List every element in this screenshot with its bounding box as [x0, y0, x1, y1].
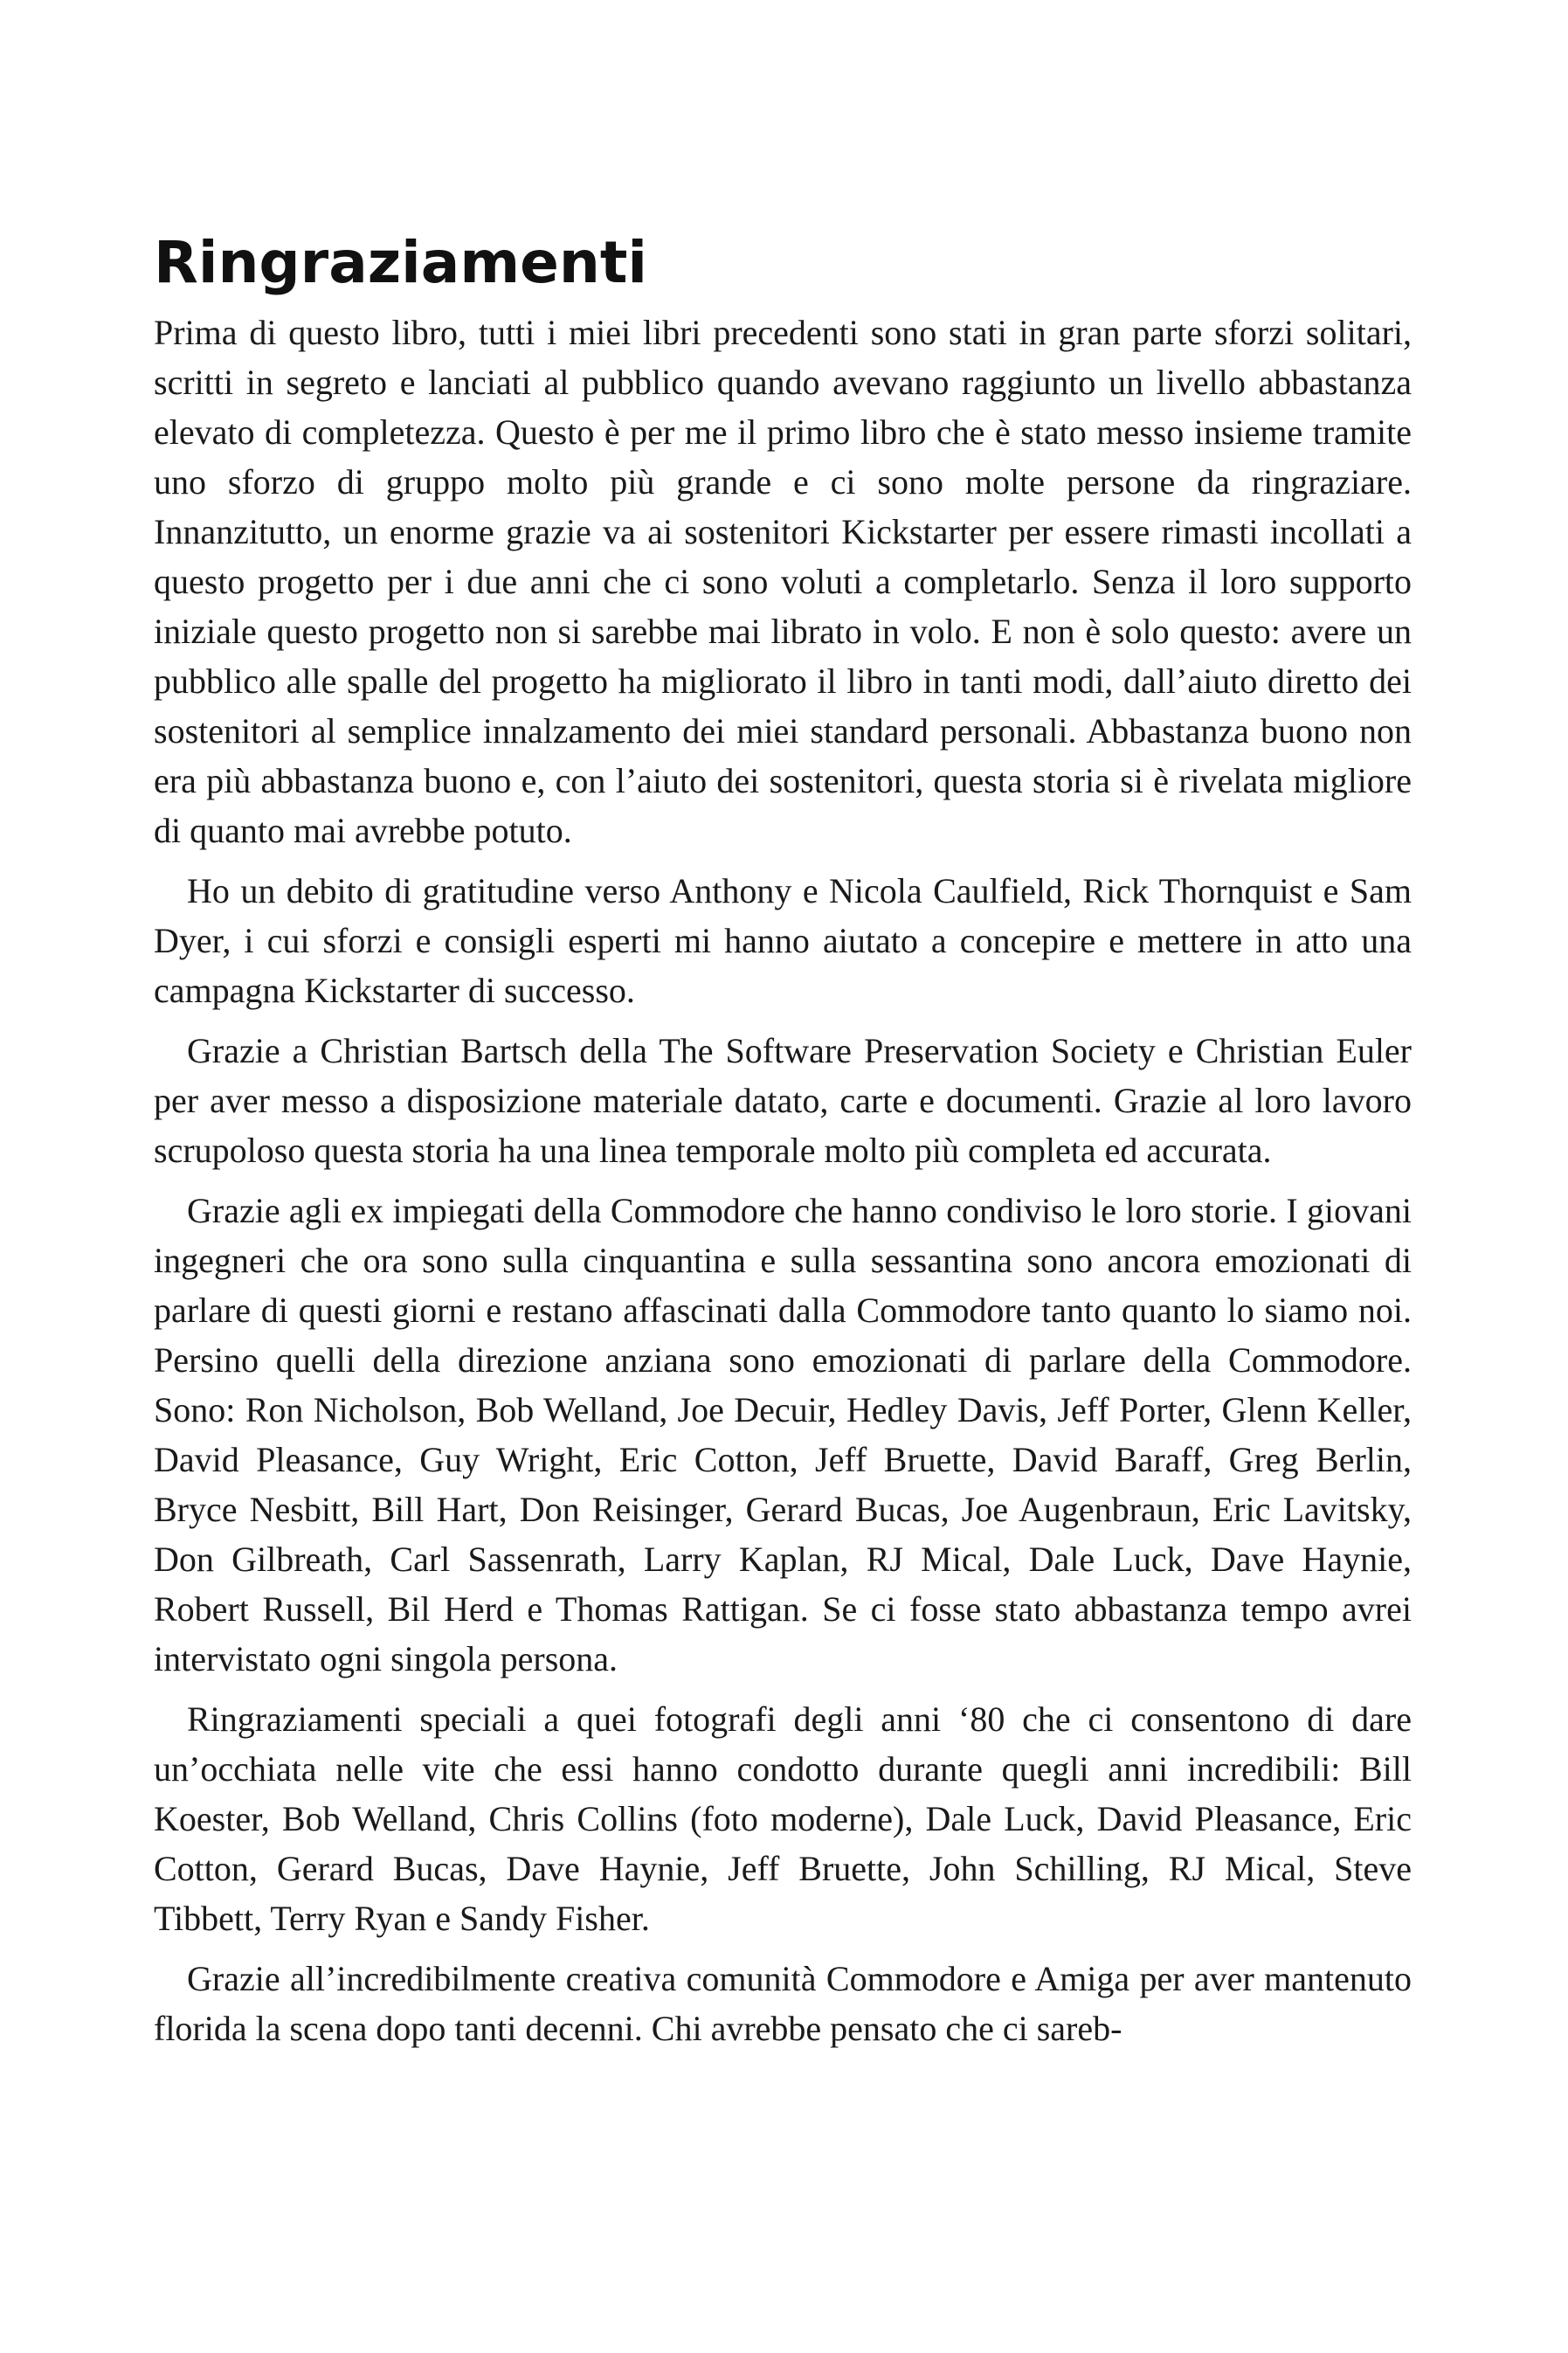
paragraph-preservation-thanks: Grazie a Christian Bartsch della The Software Preservation Society e Christian Euler per aver messo a disposizione materiale datato, carte e documenti. Grazie al loro lavoro scrupoloso questa storia ha una linea temporale molto più completa ed accurata.: [154, 1031, 1412, 1170]
paragraph-employees-thanks: Grazie agli ex impiegati della Commodore che hanno condiviso le loro storie. I giovani ingegneri che ora sono sulla cinquantina e sulla sessantina sono ancora emozionati di parlare di questi giorni e restano affascinati dalla Commodore tanto quanto lo siamo noi. Persino quelli della direzione anziana sono emozionati di parlare della Commodore. Sono: Ron Nicholson, Bob Welland, Joe Decuir, Hedley Davis, Jeff Porter, Glenn Keller, David Pleasance, Guy Wright, Eric Cotton, Jeff Bruette, David Baraff, Greg Berlin, Bryce Nesbitt, Bill Hart, Don Reisinger, Gerard Bucas, Joe Augenbraun, Eric Lavitsky, Don Gilbreath, Carl Sassenrath, Larry Kaplan, RJ Mical, Dale Luck, Dave Haynie, Robert Russell, Bil Herd e Thomas Rattigan. Se ci fosse stato abbastanza tempo avrei intervistato ogni singola persona.: [154, 1191, 1412, 1678]
paragraph-intro: Prima di questo libro, tutti i miei libri precedenti sono stati in gran parte sforzi solitari, scritti in segreto e lanciati al pubblico quando avevano raggiunto un livello abbastanza elevato di completezza. Questo è per me il primo libro che è stato messo insieme tramite uno sforzo di gruppo molto più grande e ci sono molte persone da ringraziare. Innanzitutto, un enorme grazie va ai sostenitori Kickstarter per essere rimasti incollati a questo progetto per i due anni che ci sono voluti a completarlo. Senza il loro supporto iniziale questo progetto non si sarebbe mai librato in volo. E non è solo questo: avere un pubblico alle spalle del progetto ha migliorato il libro in tanti modi, dall’aiuto diretto dei sostenitori al semplice innalzamento dei miei standard personali. Abbastanza buono non era più abbastanza buono e, con l’aiuto dei sostenitori, questa storia si è rivelata migliore di quanto mai avrebbe potuto.: [154, 313, 1412, 850]
paragraph-photographers-thanks: Ringraziamenti speciali a quei fotografi degli anni ‘80 che ci consentono di dare un’occhiata nelle vite che essi hanno condotto durante quegli anni incredibili: Bill Koester, Bob Welland, Chris Collins (foto moderne), Dale Luck, David Pleasance, Eric Cotton, Gerard Bucas, Dave Haynie, Jeff Bruette, John Schilling, RJ Mical, Steve Tibbett, Terry Ryan e Sandy Fisher.: [154, 1699, 1412, 1938]
paragraph-kickstarter-thanks: Ho un debito di gratitudine verso Anthony e Nicola Caulfield, Rick Thornquist e Sam Dyer, i cui sforzi e consigli esperti mi hanno aiutato a concepire e mettere in atto una campagna Kickstarter di successo.: [154, 871, 1412, 1010]
page-content: [154, 229, 1412, 2053]
chapter-heading: Ringraziamenti: [154, 229, 648, 296]
paragraph-community-thanks: Grazie all’incredibilmente creativa comunità Commodore e Amiga per aver mantenuto florida la scena dopo tanti decenni. Chi avrebbe pensato che ci sareb-: [154, 1959, 1412, 2048]
